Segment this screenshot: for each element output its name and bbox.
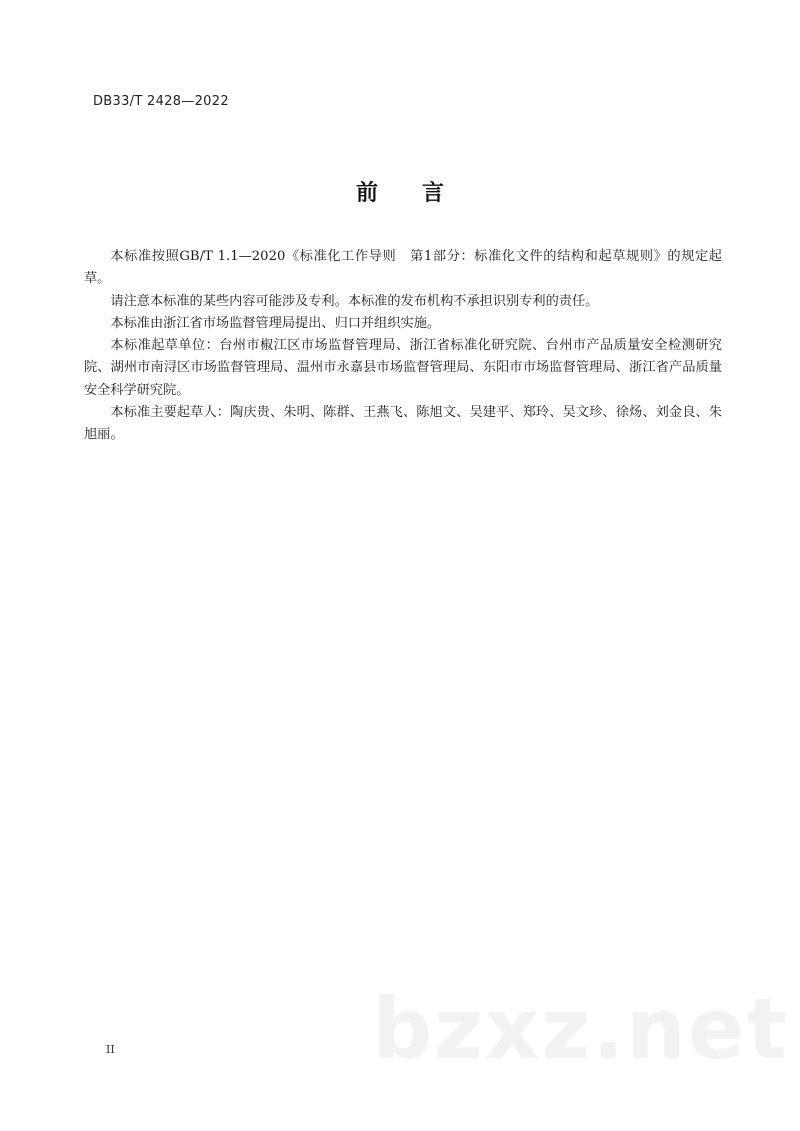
title-char-1: 前: [355, 181, 378, 206]
watermark-logo: bzxz.net: [372, 980, 789, 1078]
title-char-2: 言: [422, 181, 445, 206]
paragraph-drafting-rules: 本标准按照GB/T 1.1—2020《标准化工作导则 第1部分：标准化文件的结构和起草规则》的规定起草。: [84, 249, 722, 287]
standard-code: DB33/T 2428—2022: [93, 94, 229, 109]
paragraph-drafters: 本标准主要起草人：陶庆贵、朱明、陈群、王燕飞、陈旭文、吴建平、郑玲、吴文珍、徐炀、刘金良、朱旭丽。: [84, 405, 722, 443]
paragraph-patent-notice: 请注意本标准的某些内容可能涉及专利。本标准的发布机构不承担识别专利的责任。: [110, 293, 599, 309]
page-number: II: [106, 1043, 115, 1056]
page-title: [0, 176, 800, 207]
paragraph-drafting-units: 本标准起草单位：台州市椒江区市场监督管理局、浙江省标准化研究院、台州市产品质量安全检测研究院、湖州市南浔区市场监督管理局、温州市永嘉县市场监督管理局、东阳市市场监督管理局、浙江省产品质量安全科学研究院。: [84, 338, 722, 398]
paragraph-proposer: 本标准由浙江省市场监督管理局提出、归口并组织实施。: [110, 315, 441, 331]
foreword-body: [84, 246, 722, 447]
